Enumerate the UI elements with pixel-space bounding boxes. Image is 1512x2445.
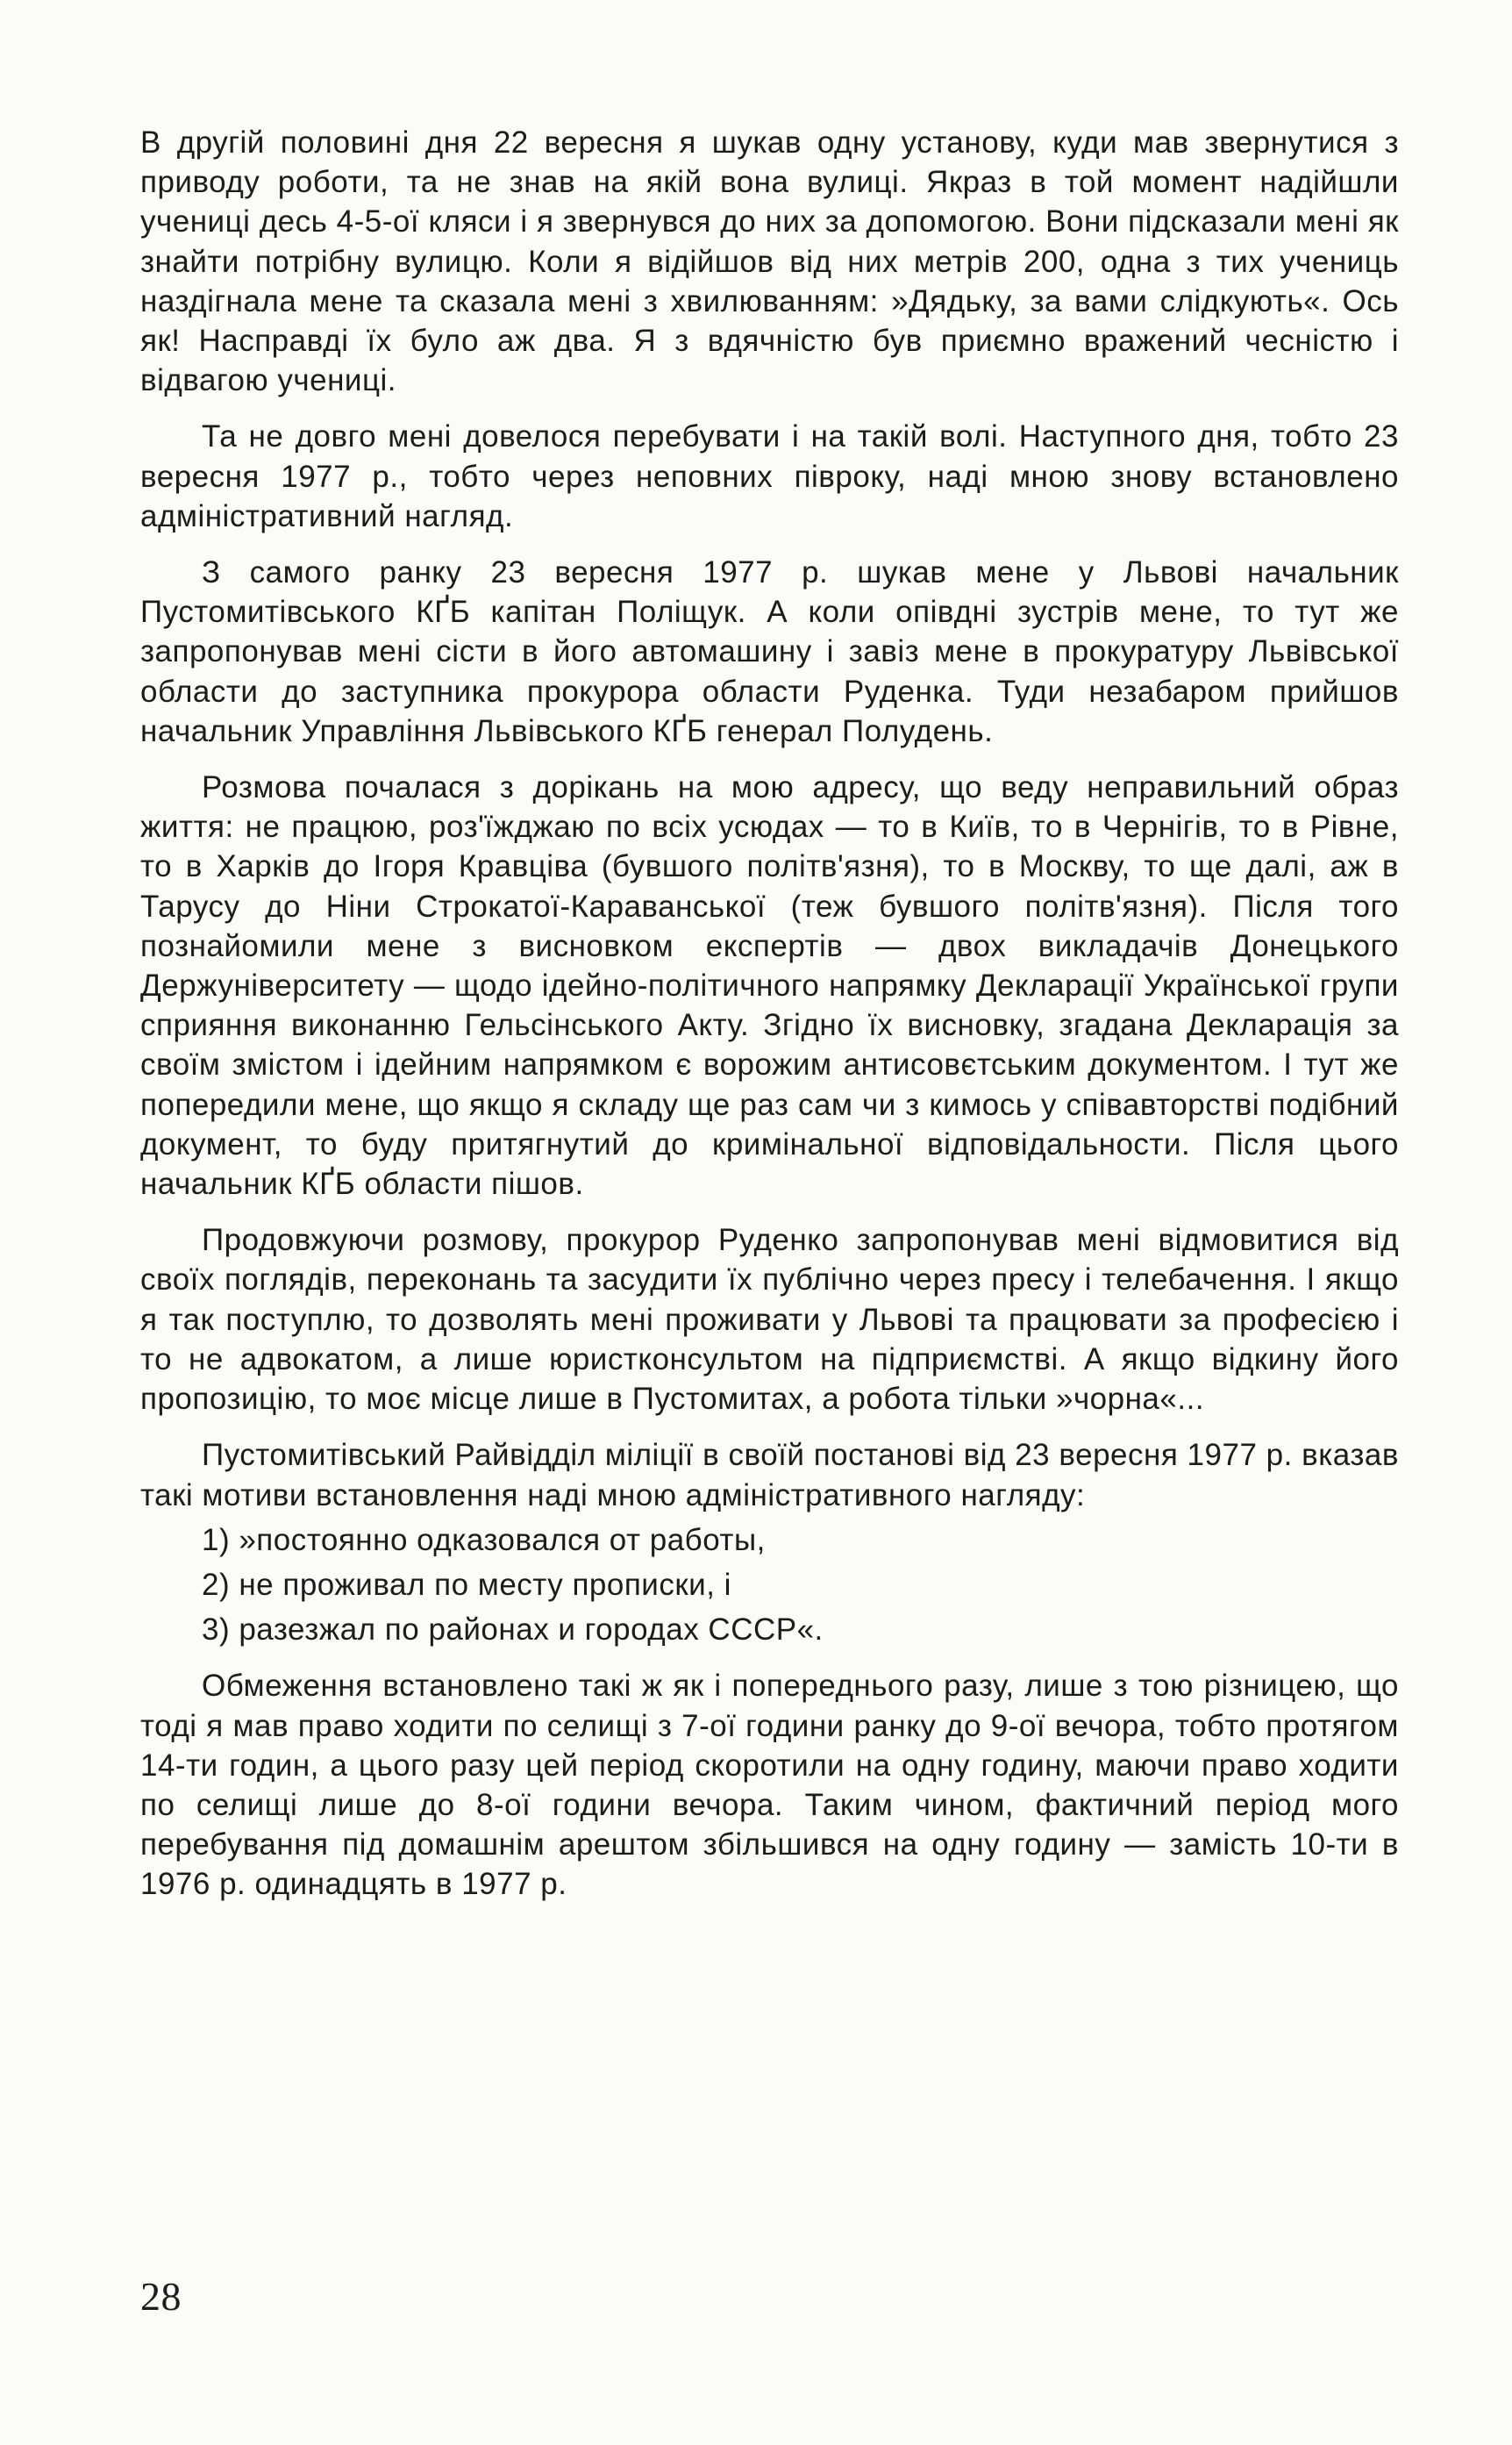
list-item: 1) »постоянно одказовался от работы, bbox=[202, 1522, 766, 1557]
page-text-block bbox=[140, 123, 1399, 2369]
paragraph-3: З самого ранку 23 вересня 1977 р. шукав мене у Львові начальник Пустомитівського КҐБ капітан Поліщук. А коли опівдні зустрів мене, то тут же запропонував мені сісти в його автомашину і завіз мене в прокуратуру Львівської области до заступника прокурора области Руденка. Туди незабаром прийшов начальник Управління Львівського КҐБ генерал Полудень. bbox=[140, 555, 1399, 748]
paragraph-2: Та не довго мені довелося перебувати і на такій волі. Наступного дня, тобто 23 вересня 1977 р., тобто через неповних півроку, наді мною знову встановлено адміністративний нагляд. bbox=[140, 419, 1399, 533]
paragraph-4: Розмова почалася з дорікань на мою адресу, що веду неправильний образ життя: не працюю, роз'їжджаю по всіх усюдах — то в Київ, то в Чернігів, то в Рівне, то в Харків до Ігоря Кравціва (бувшого політв'язня), то в Москву, то ще далі, аж в Тарусу до Ніни Строкатої-Караванської (теж бувшого політв'язня). Після того познайомили мене з висновком експертів — двох викладачів Донецького Держуніверситету — щодо ідейно-політичного напрямку Декларації Української групи сприяння виконанню Гельсінського Акту. Згідно їх висновку, згадана Декларація за своїм змістом і ідейним напрямком є ворожим антисовєтським документом. І тут же попередили мене, що якщо я складу ще раз сам чи з кимось у співавторстві подібний документ, то буду притягнутий до кримінальної відповідальности. Після цього начальник КҐБ области пішов. bbox=[140, 770, 1399, 1202]
paragraph-7: Обмеження встановлено такі ж як і попереднього разу, лише з тою різницею, що тоді я мав право ходити по селищі з 7-ої години ранку до 9-ої вечора, тобто протягом 14-ти годин, а цього разу цей період скоротили на одну годину, маючи право ходити по селищі лише до 8-ої години вечора. Таким чином, фактичний період мого перебування під домашнім арештом збільшився на одну годину — замість 10-ти в 1976 р. одинадцять в 1977 р. bbox=[140, 1669, 1399, 1902]
page-number: 28 bbox=[140, 2274, 182, 2319]
list-item: 3) разезжал по районах и городах СССР«. bbox=[202, 1612, 824, 1648]
paragraph-1: В другій половині дня 22 вересня я шукав одну установу, куди мав звернутися з приводу роботи, та не знав на якій вона вулиці. Якраз в той момент надійшли учениці десь 4-5-ої кляси і я звернувся до них за допомогою. Вони підсказали мені як знайти потрібну вулицю. Коли я відійшов від них метрів 200, одна з тих учениць наздігнала мене та сказала мені з хвилюванням: »Дядьку, за вами слідкують«. Ось як! Насправді їх було аж два. Я з вдячністю був приємно вражений чесністю і відвагою учениці. bbox=[140, 125, 1399, 398]
paragraph-5: Продовжуючи розмову, прокурор Руденко запропонував мені відмовитися від своїх поглядів, переконань та засудити їх публічно через пресу і телебачення. І якщо я так поступлю, то дозволять мені проживати у Львові та працювати за професією і то не адвокатом, а лише юристконсультом на підприємстві. А якщо відкину його пропозицію, то моє місце лише в Пустомитах, а робота тільки »чорна«... bbox=[140, 1223, 1399, 1417]
motives-list bbox=[140, 1520, 1399, 1650]
paragraph-6: Пустомитівський Райвідділ міліції в своїй постанові від 23 вересня 1977 р. вказав такі мотиви встановлення наді мною адміністративного нагляду: bbox=[140, 1438, 1399, 1512]
list-item: 2) не проживал по месту прописки, і bbox=[202, 1567, 731, 1602]
